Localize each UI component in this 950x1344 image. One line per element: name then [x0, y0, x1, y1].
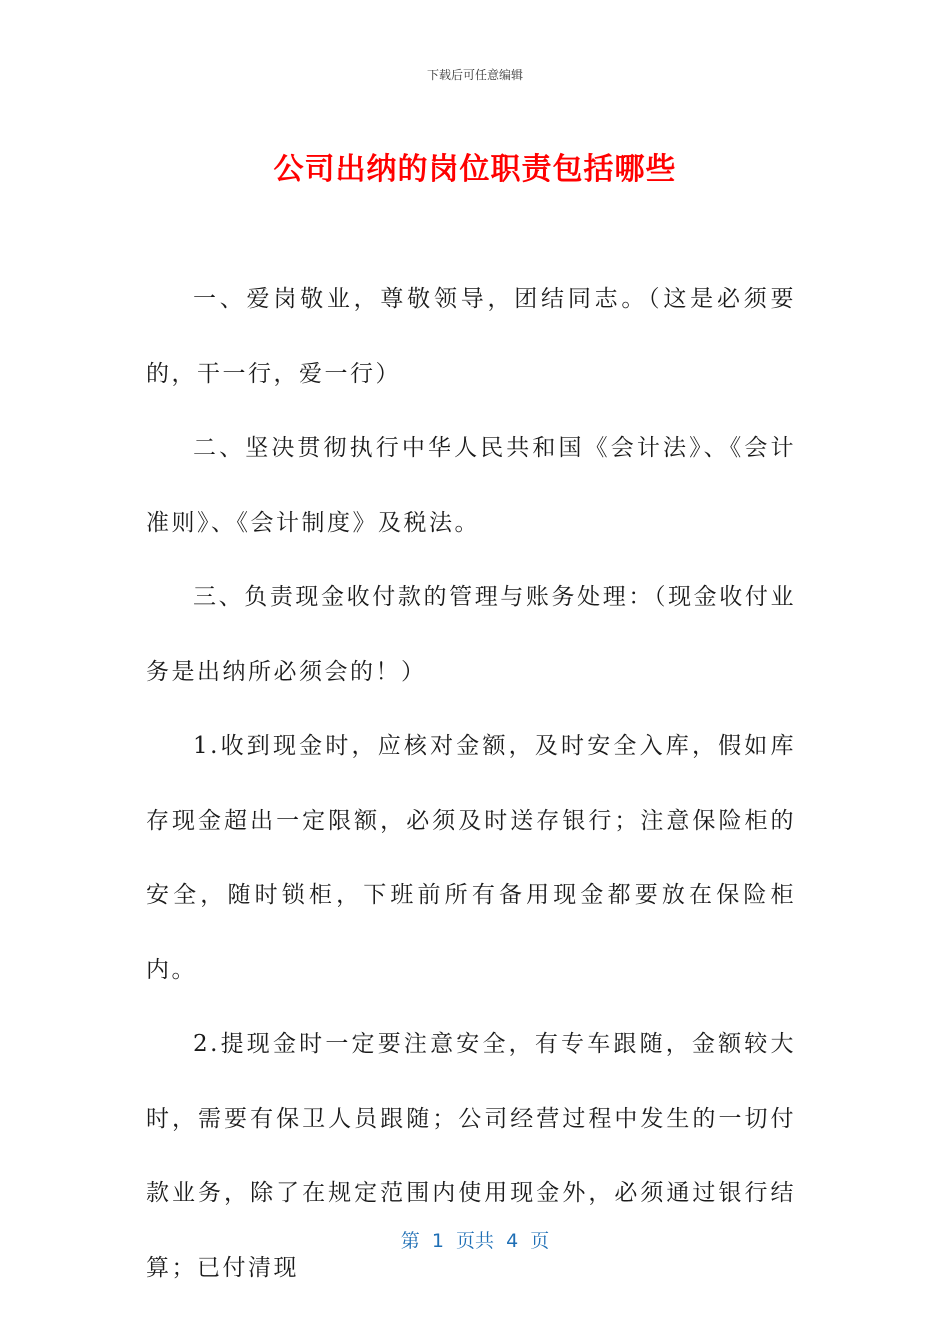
paragraph: 1.收到现金时，应核对金额，及时安全入库，假如库存现金超出一定限额，必须及时送存银行；注意保险柜的安全，随时锁柜，下班前所有备用现金都要放在保险柜内。: [146, 733, 796, 983]
paragraph: 三、负责现金收付款的管理与账务处理：（现金收付业务是出纳所必须会的！）: [146, 584, 796, 685]
document-title: 公司出纳的岗位职责包括哪些: [273, 152, 677, 187]
paragraph: 一、爱岗敬业，尊敬领导，团结同志。（这是必须要的，干一行，爱一行）: [146, 286, 796, 387]
document-body: [146, 262, 796, 1305]
page-footer: 第 1 页共 4 页: [400, 1230, 550, 1252]
paragraph: 2.提现金时一定要注意安全，有专车跟随，金额较大时，需要有保卫人员跟随；公司经营过程中发生的一切付款业务，除了在规定范围内使用现金外，必须通过银行结算；已付清现: [146, 1031, 796, 1281]
header-note: 下载后可任意编辑: [426, 68, 523, 82]
paragraph: 二、坚决贯彻执行中华人民共和国《会计法》、《会计准则》、《会计制度》及税法。: [146, 435, 796, 536]
